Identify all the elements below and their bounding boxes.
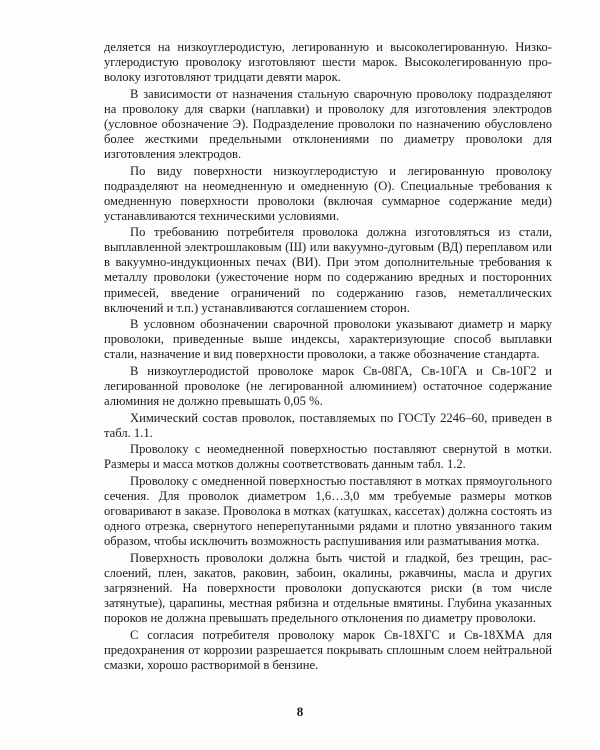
paragraph-11: С согласия потребителя проволоку марок Св-18ХГС и Св-18ХМА для предохранения от коррозии разрешается покрывать сплошным слоем нейтральной смазки, хорошо растворимой в бензине.: [104, 627, 552, 672]
paragraph-8: Проволоку с неомедненной поверхностью поставляют свернутой в мотки. Размеры и масса мотков должны соответствовать данным табл. 1.2.: [104, 442, 552, 472]
page-number: 8: [296, 704, 304, 719]
paragraph-9: Проволоку с омедненной поверхностью поставляют в мотках прямоугольного сечения. Для проволок диаметром 1,6…3,0 мм требуемые размеры мотков оговаривают в заказе. Проволока в мотках (катушках, кассетах) должна состоять из одного отрезка, свернутого неперепутанными рядами и плотно увязанного таким образом, чтобы исключить возможность распушивания или разматывания мотка.: [104, 474, 552, 549]
paragraph-1: деляется на низкоуглеродистую, легированную и высоколегированную. Низкоуглеродистую проволоку изготовляют шести марок. Высоколегированную проволоку изготовляют тридцати девяти марок.: [104, 40, 552, 85]
paragraph-5: В условном обозначении сварочной проволоки указывают диаметр и марку проволоки, приведенные выше индексы, характеризующие способ выплавки стали, назначение и вид поверхности проволоки, а также обозначение стандарта.: [104, 317, 552, 362]
paragraph-10: Поверхность проволоки должна быть чистой и гладкой, без трещин, расслоений, плен, закатов, раковин, забоин, окалины, ржавчины, масла и других загрязнений. На поверхности проволоки допускаются риски (в том числе затянутые), царапины, местная рябизна и отдельные вмятины. Глубина указанных пороков не должна превышать предельного отклонения по диаметру проволоки.: [104, 550, 552, 626]
body-text: [104, 40, 552, 674]
paragraph-6: В низкоуглеродистой проволоке марок Св-08ГА, Св-10ГА и Св-10Г2 и легированной проволоке (не легированной алюминием) остаточное содержание алюминия не должно превышать 0,05 %.: [104, 363, 552, 409]
paragraph-7: Химический состав проволок, поставляемых по ГОСТу 2246–60, приведен в табл. 1.1.: [104, 410, 552, 440]
paragraph-2: В зависимости от назначения стальную сварочную проволоку подразделяют на проволоку для сварки (наплавки) и проволоку для изготовления электродов (условное обозначение Э). Подразделение проволоки по назначению обусловлено более жесткими предельными отклонениями по диаметру проволоки для изготовления электродов.: [104, 86, 552, 161]
paragraph-4: По требованию потребителя проволока должна изготовляться из стали, выплавленной электрошлаковым (Ш) или вакуумно-дуговым (ВД) переплавом или в вакуумно-индукционных печах (ВИ). При этом дополнительные требования к металлу проволоки (ужесточение норм по содержанию вредных и посторонних примесей, введение ограничений по содержанию газов, неметаллических включений и т.п.) устанавливаются соглашением сторон.: [104, 225, 552, 315]
paragraph-3: По виду поверхности низкоуглеродистую и легированную проволоку подразделяют на неомедненную и омедненную (О). Специальные требования к омедненную поверхности проволоки (включая суммарное содержание меди) устанавливаются техническими условиями.: [104, 163, 552, 223]
